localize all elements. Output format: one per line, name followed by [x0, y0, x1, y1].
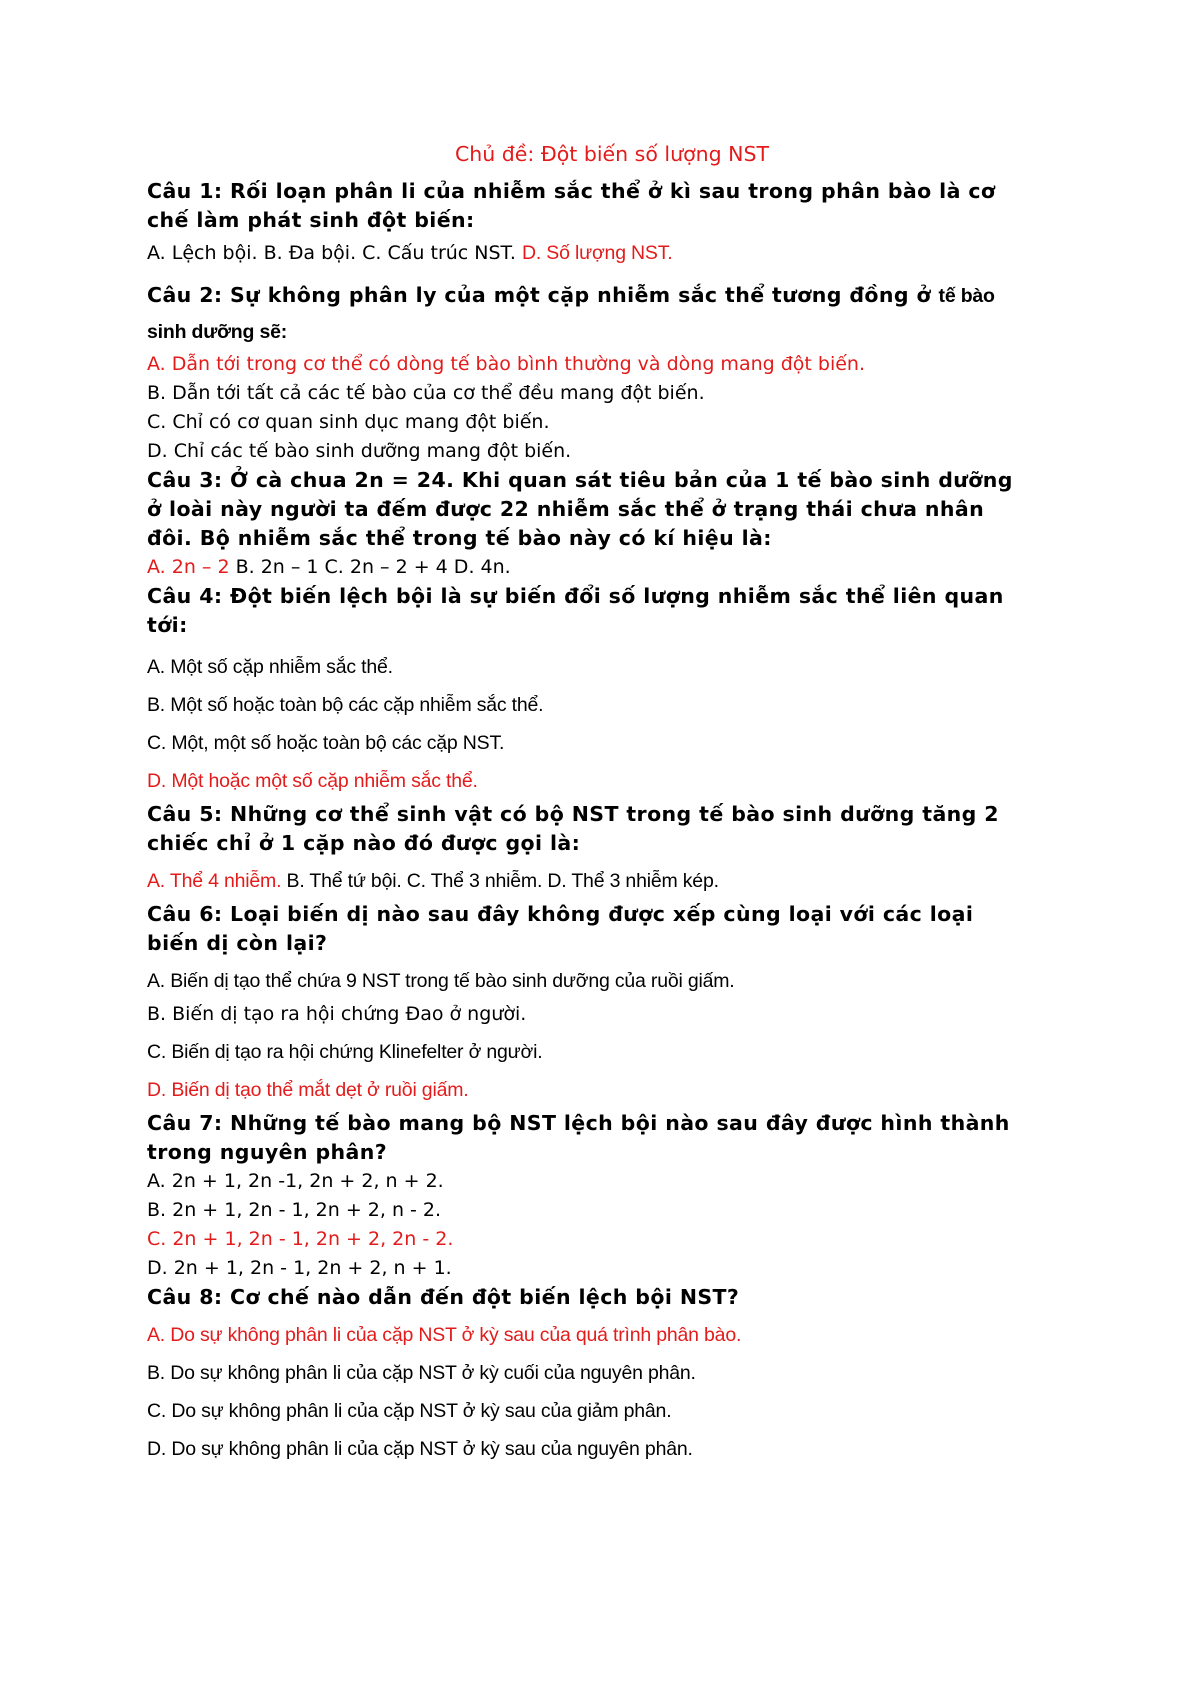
question-text: đôi. Bộ nhiễm sắc thể trong tế bào này có kí hiệu là:: [147, 526, 772, 550]
option-line: [147, 867, 1077, 896]
question-text: chiếc chỉ ở 1 cặp nào đó được gọi là:: [147, 831, 581, 855]
correct-answer: A. Do sự không phân li của cặp NST ở kỳ sau của quá trình phân bào.: [147, 1324, 742, 1346]
question-text-part: tế bào: [938, 285, 995, 307]
question-1: [147, 177, 1077, 268]
option-line: A. 2n + 1, 2n -1, 2n + 2, n + 2.: [147, 1170, 444, 1192]
question-text: ở loài này người ta đếm được 22 nhiễm sắc thể ở trạng thái chưa nhân: [147, 497, 985, 521]
document-body: [147, 140, 1077, 1464]
question-text: Câu 8: Cơ chế nào dẫn đến đột biến lệch bội NST?: [147, 1285, 740, 1309]
question-text-part: Câu 2: Sự không phân ly của một cặp nhiễm sắc thể tương đồng ở: [147, 283, 939, 307]
question-5: [147, 800, 1077, 896]
question-text: chế làm phát sinh đột biến:: [147, 208, 475, 232]
question-text: Câu 6: Loại biến dị nào sau đây không được xếp cùng loại với các loại: [147, 902, 974, 926]
option-line: B. Một số hoặc toàn bộ các cặp nhiễm sắc thể.: [147, 694, 544, 716]
correct-answer: D. Một hoặc một số cặp nhiễm sắc thể.: [147, 770, 478, 792]
option-line: B. Do sự không phân li của cặp NST ở kỳ cuối của nguyên phân.: [147, 1362, 696, 1384]
option-text: B. Thể tứ bội. C. Thể 3 nhiễm. D. Thể 3 nhiễm kép.: [281, 870, 719, 892]
question-text: trong nguyên phân?: [147, 1140, 388, 1164]
option-line: D. Do sự không phân li của cặp NST ở kỳ sau của nguyên phân.: [147, 1438, 693, 1460]
option-text: A. Lệch bội. B. Đa bội. C. Cấu trúc NST.: [147, 242, 522, 264]
correct-answer: A. Thể 4 nhiễm.: [147, 870, 282, 892]
question-2: [147, 277, 1077, 466]
question-text: Câu 1: Rối loạn phân li của nhiễm sắc thể ở kì sau trong phân bào là cơ: [147, 179, 996, 203]
question-text: [147, 277, 1077, 314]
question-text: Câu 7: Những tế bào mang bộ NST lệch bội nào sau đây được hình thành: [147, 1111, 1010, 1135]
question-text: sinh dưỡng sẽ:: [147, 321, 288, 343]
question-6: [147, 900, 1077, 1105]
option-line: C. Chỉ có cơ quan sinh dục mang đột biến.: [147, 411, 550, 433]
question-text: Câu 5: Những cơ thể sinh vật có bộ NST trong tế bào sinh dưỡng tăng 2: [147, 802, 999, 826]
option-text: B. 2n – 1 C. 2n – 2 + 4 D. 4n.: [229, 556, 511, 578]
question-text: Câu 4: Đột biến lệch bội là sự biến đổi số lượng nhiễm sắc thể liên quan: [147, 584, 1004, 608]
correct-answer: A. 2n – 2: [147, 556, 230, 578]
question-text: Câu 3: Ở cà chua 2n = 24. Khi quan sát tiêu bản của 1 tế bào sinh dưỡng: [147, 468, 1013, 492]
correct-answer: C. 2n + 1, 2n - 1, 2n + 2, 2n - 2.: [147, 1228, 454, 1250]
question-text: tới:: [147, 613, 188, 637]
page-title: Chủ đề: Đột biến số lượng NST: [454, 142, 770, 166]
correct-answer: A. Dẫn tới trong cơ thể có dòng tế bào bình thường và dòng mang đột biến.: [147, 353, 866, 375]
option-line: C. Biến dị tạo ra hội chứng Klinefelter ở người.: [147, 1041, 543, 1063]
option-line: B. Biến dị tạo ra hội chứng Đao ở người.: [147, 1003, 527, 1025]
correct-answer: D. Biến dị tạo thể mắt dẹt ở ruồi giấm.: [147, 1079, 469, 1101]
option-line: B. Dẫn tới tất cả các tế bào của cơ thể đều mang đột biến.: [147, 382, 705, 404]
option-line: D. Chỉ các tế bào sinh dưỡng mang đột biến.: [147, 440, 572, 462]
option-line: [147, 553, 1077, 582]
correct-answer: D. Số lượng NST.: [521, 242, 673, 264]
option-line: A. Một số cặp nhiễm sắc thể.: [147, 656, 393, 678]
option-line: [147, 239, 1077, 268]
option-line: D. 2n + 1, 2n - 1, 2n + 2, n + 1.: [147, 1257, 452, 1279]
question-8: [147, 1283, 1077, 1464]
question-4: [147, 582, 1077, 796]
question-3: [147, 466, 1077, 582]
option-line: B. 2n + 1, 2n - 1, 2n + 2, n - 2.: [147, 1199, 442, 1221]
option-line: A. Biến dị tạo thể chứa 9 NST trong tế bào sinh dưỡng của ruồi giấm.: [147, 970, 735, 992]
option-line: C. Do sự không phân li của cặp NST ở kỳ sau của giảm phân.: [147, 1400, 672, 1422]
question-text: biến dị còn lại?: [147, 931, 328, 955]
question-7: [147, 1109, 1077, 1283]
option-line: C. Một, một số hoặc toàn bộ các cặp NST.: [147, 732, 505, 754]
